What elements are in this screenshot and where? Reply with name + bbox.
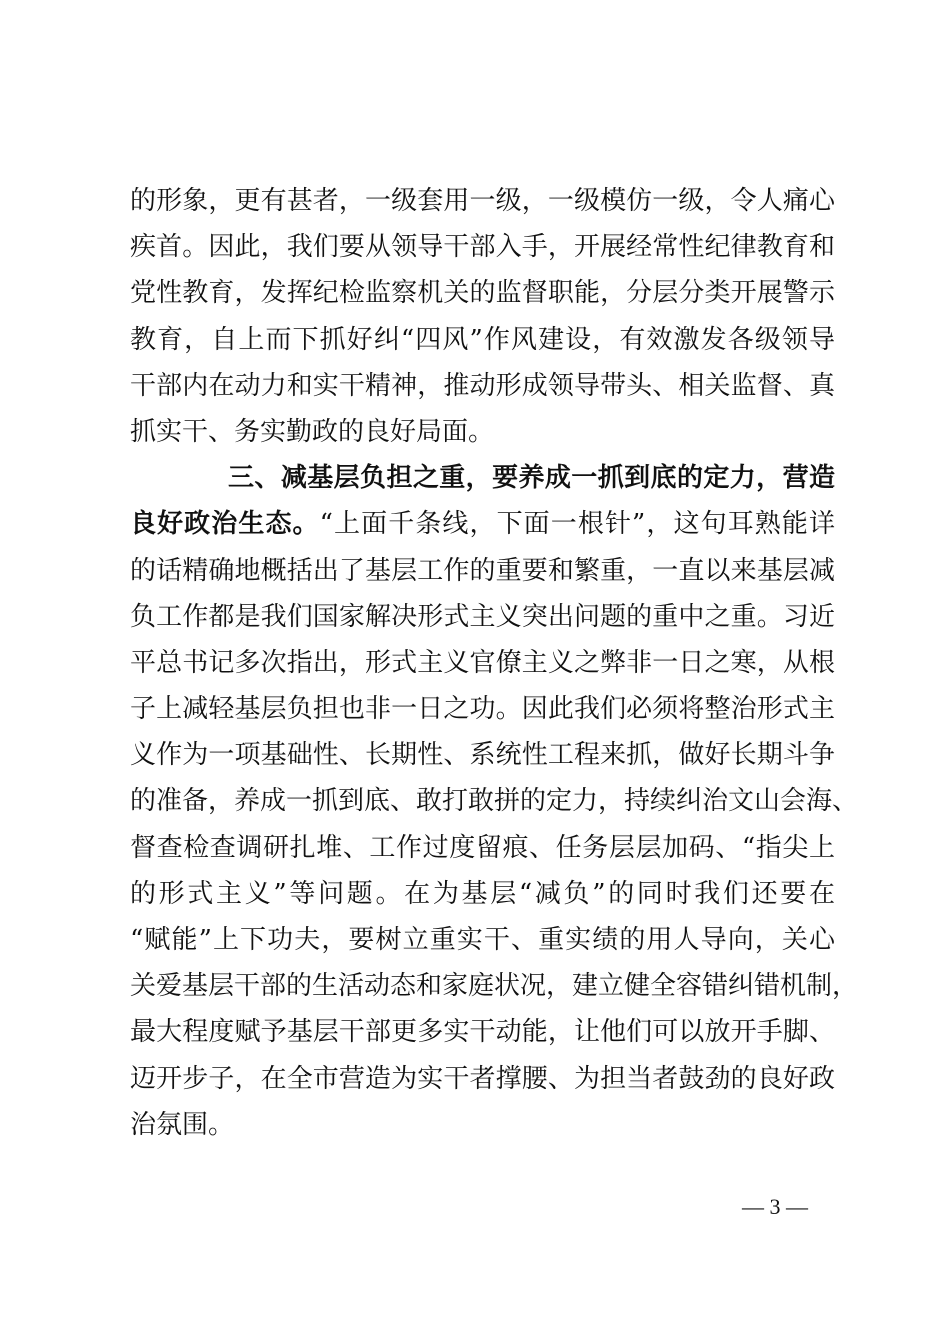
paragraph-1-line: 抓实干、务实勤政的良好局面。	[130, 416, 495, 447]
document-body	[130, 178, 859, 1148]
paragraph-2-line: 平总书记多次指出，形式主义官僚主义之弊非一日之寒，从根	[130, 647, 835, 678]
paragraph-2-line: 的准备，养成一抓到底、敢打敢拼的定力，持续纠治文山会海、	[130, 786, 859, 817]
paragraph-2-line: 督查检查调研扎堆、工作过度留痕、任务层层加码、“指尖上	[130, 832, 835, 863]
page-number: — 3 —	[742, 1194, 808, 1219]
paragraph-1-line: 教育，自上而下抓好纠“四风”作风建设，有效激发各级领导	[130, 324, 835, 355]
paragraph-1-line: 党性教育，发挥纪检监察机关的监督职能，分层分类开展警示	[130, 278, 835, 309]
section-heading-line: 三、减基层负担之重，要养成一抓到底的定力，营造	[228, 463, 835, 494]
paragraph-2-line: 的话精确地概括出了基层工作的重要和繁重，一直以来基层减	[130, 555, 835, 586]
paragraph-2-line: 迈开步子，在全市营造为实干者撑腰、为担当者鼓劲的良好政	[130, 1063, 835, 1094]
paragraph-2-line: 关爱基层干部的生活动态和家庭状况，建立健全容错纠错机制，	[130, 971, 859, 1002]
paragraph-2-line: 子上减轻基层负担也非一日之功。因此我们必须将整治形式主	[130, 694, 835, 725]
paragraph-1-line: 的形象，更有甚者，一级套用一级，一级模仿一级，令人痛心	[130, 186, 835, 216]
paragraph-2-line: 义作为一项基础性、长期性、系统性工程来抓，做好长期斗争	[130, 740, 835, 771]
paragraph-2-line: 最大程度赋予基层干部更多实干动能，让他们可以放开手脚、	[130, 1017, 835, 1048]
paragraph-2-line: 负工作都是我们国家解决形式主义突出问题的重中之重。习近	[130, 601, 835, 632]
paragraph-2-line	[130, 501, 835, 547]
paragraph-1-line: 干部内在动力和实干精神，推动形成领导带头、相关监督、真	[130, 370, 835, 401]
section-heading-end: 良好政治生态。	[130, 509, 320, 540]
paragraph-2-line: “赋能”上下功夫，要树立重实干、重实绩的用人导向，关心	[130, 925, 835, 955]
quote-text: “上面千条线，下面一根针”，这句耳熟能详	[319, 509, 835, 540]
paragraph-2-line: 治氛围。	[130, 1109, 235, 1140]
paragraph-1-line: 疾首。因此，我们要从领导干部入手，开展经常性纪律教育和	[130, 232, 835, 263]
paragraph-2-line: 的形式主义”等问题。在为基层“减负”的同时我们还要在	[130, 878, 835, 909]
